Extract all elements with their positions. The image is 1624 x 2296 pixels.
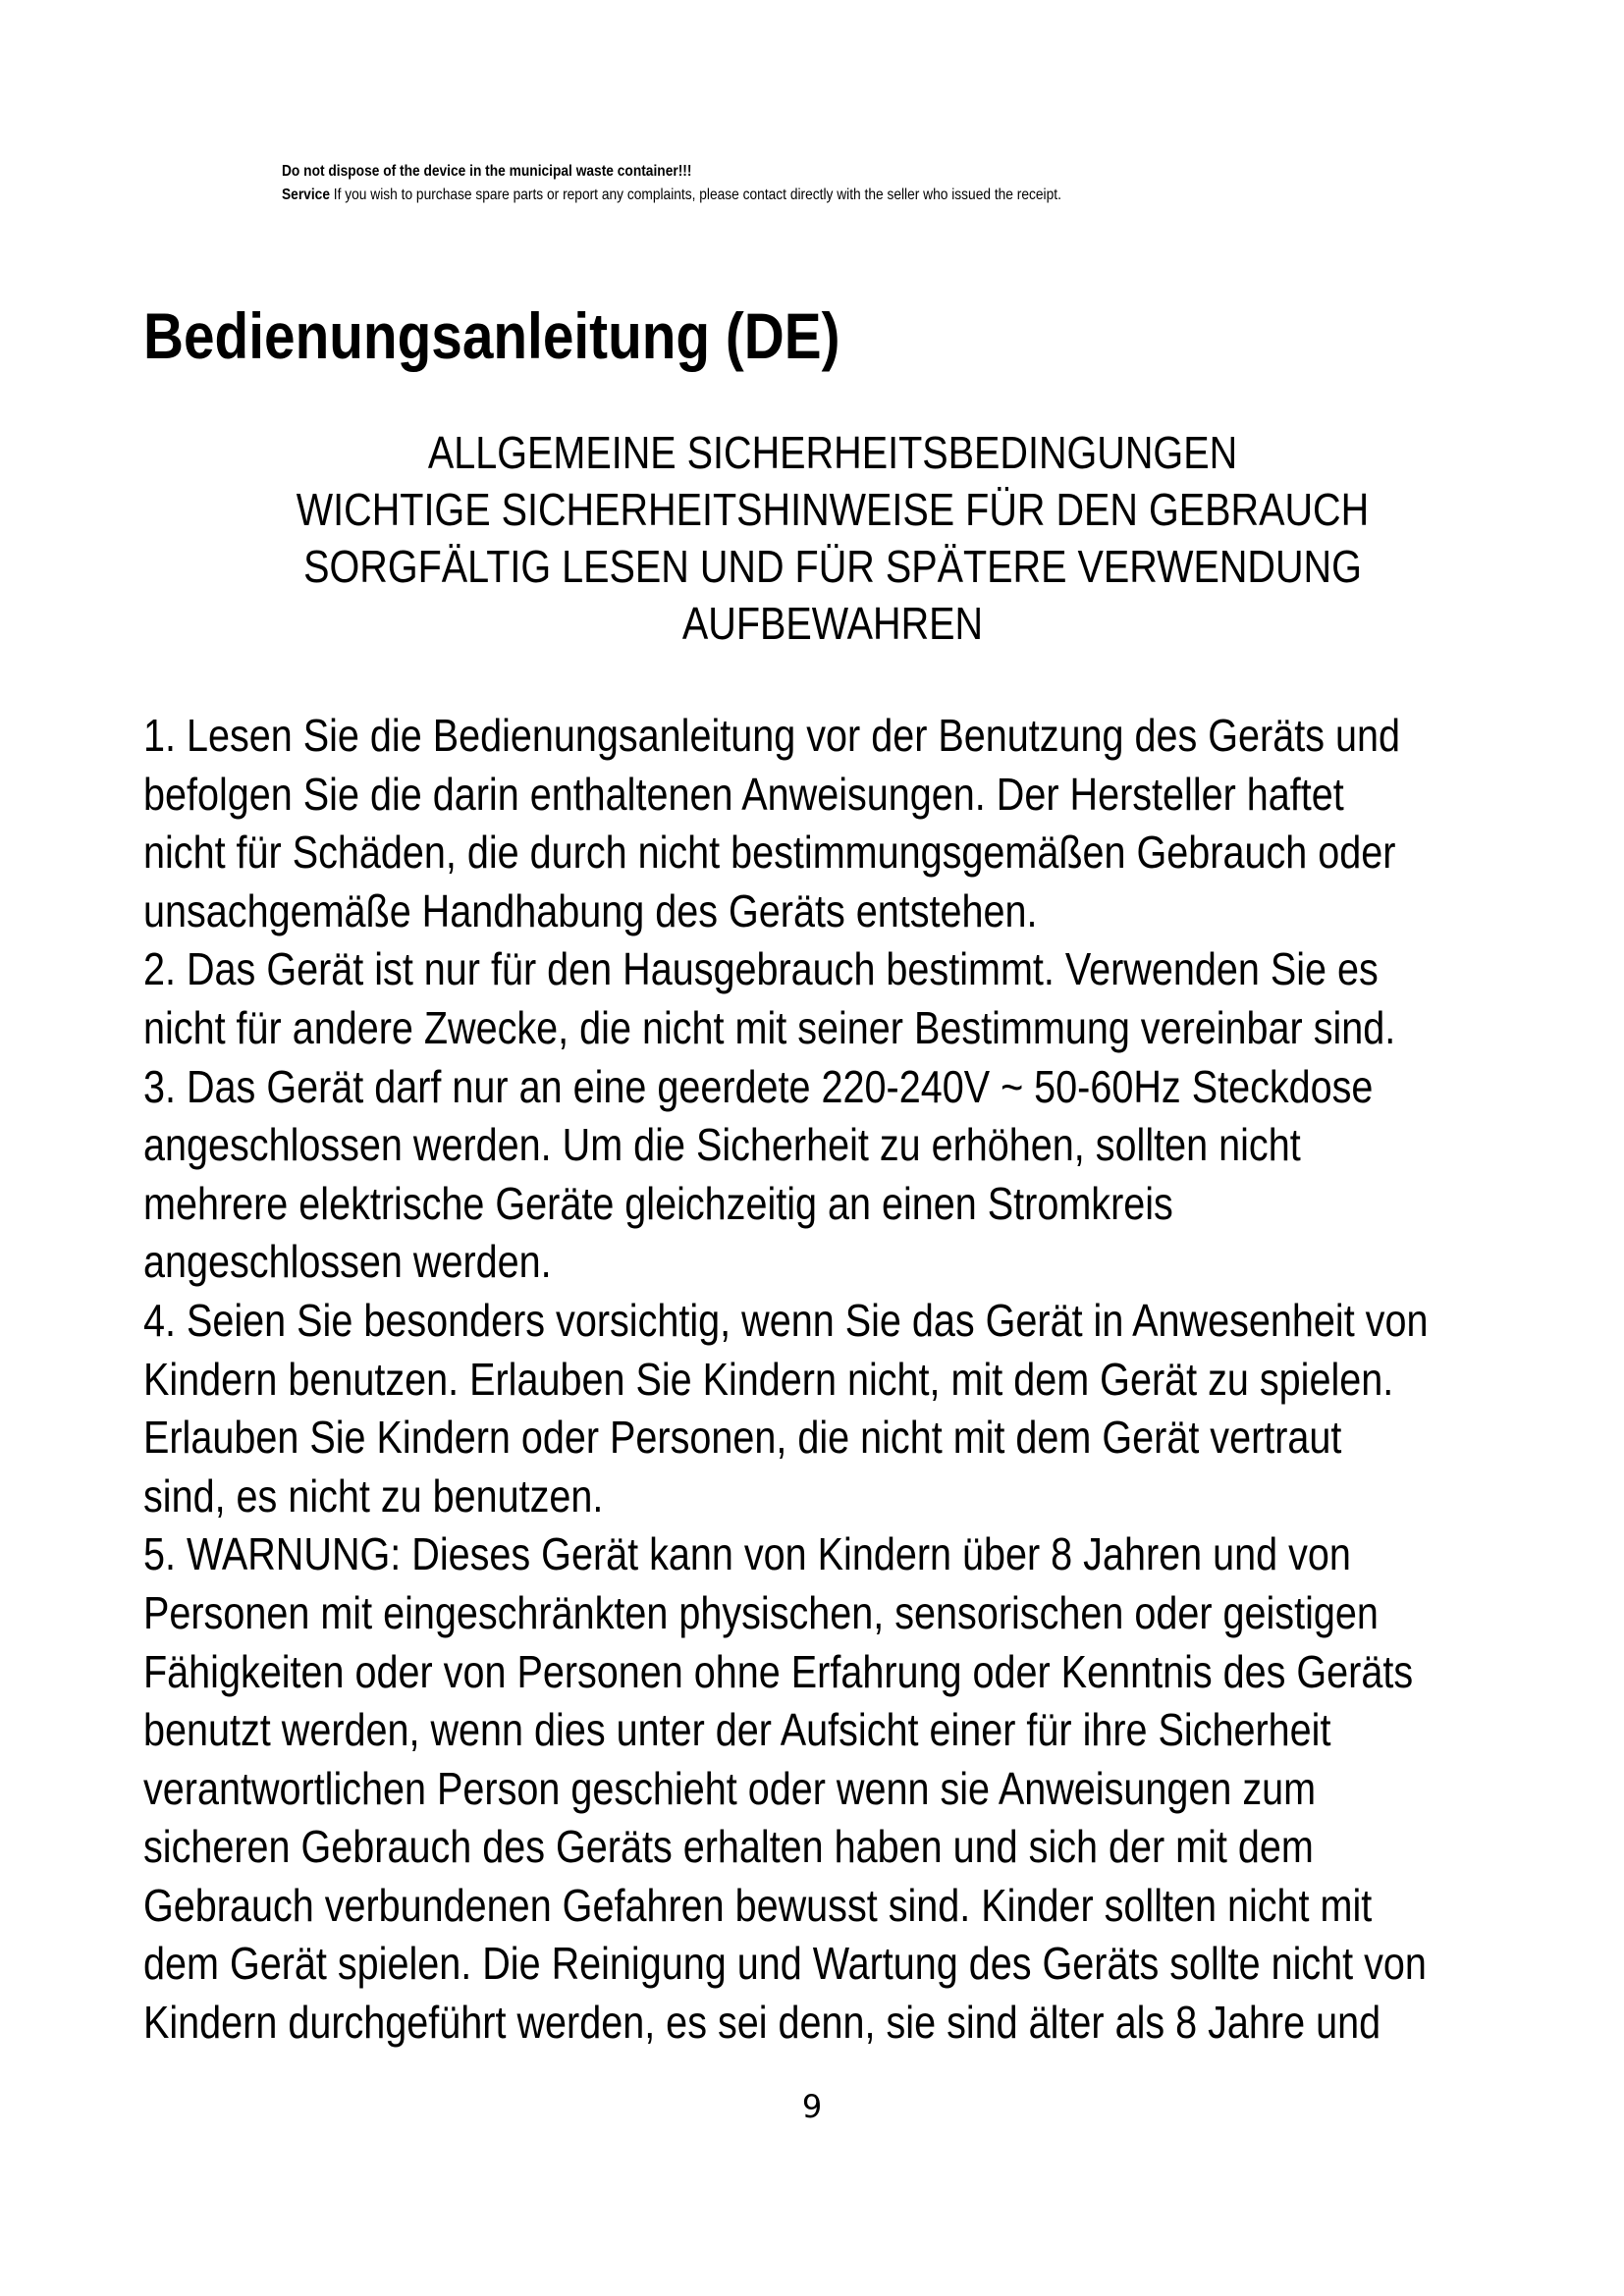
instruction-line: 5. WARNUNG: Dieses Gerät kann von Kindern über 8 Jahren und von — [143, 1528, 1351, 1580]
instruction-line: unsachgemäße Handhabung des Geräts entstehen. — [143, 884, 1038, 936]
disposal-notice — [282, 160, 1337, 184]
service-text: If you wish to purchase spare parts or report any complaints, please contact directly with the seller who issued the receipt. — [333, 187, 1061, 203]
instruction-line: 1. Lesen Sie die Bedienungsanleitung vor der Benutzung des Geräts und — [143, 710, 1401, 761]
instruction-line: angeschlossen werden. — [143, 1236, 552, 1288]
document-title: Bedienungsanleitung (DE) — [143, 299, 840, 372]
safety-header-line: SORGFÄLTIG LESEN UND FÜR SPÄTERE VERWENDUNG — [303, 541, 1362, 592]
instruction-line: Gebrauch verbundenen Gefahren bewusst sind. Kinder sollten nicht mit — [143, 1879, 1373, 1931]
instruction-line: verantwortlichen Person geschieht oder wenn sie Anweisungen zum — [143, 1762, 1317, 1814]
instruction-line: 2. Das Gerät ist nur für den Hausgebrauch bestimmt. Verwenden Sie es — [143, 943, 1379, 995]
service-label: Service — [282, 187, 330, 203]
instruction-line: befolgen Sie die darin enthaltenen Anweisungen. Der Hersteller haftet — [143, 768, 1344, 820]
instruction-line: 4. Seien Sie besonders vorsichtig, wenn Sie das Gerät in Anwesenheit von — [143, 1294, 1429, 1346]
instruction-line: Personen mit eingeschränkten physischen, sensorischen oder geistigen — [143, 1586, 1379, 1638]
instruction-line: sind, es nicht zu benutzen. — [143, 1469, 604, 1522]
instruction-line: benutzt werden, wenn dies unter der Aufsicht einer für ihre Sicherheit — [143, 1704, 1331, 1756]
instruction-line: Kindern benutzen. Erlauben Sie Kindern nicht, mit dem Gerät zu spielen. — [143, 1353, 1394, 1405]
safety-header-line: ALLGEMEINE SICHERHEITSBEDINGUNGEN — [427, 427, 1238, 478]
instruction-line: 3. Das Gerät darf nur an eine geerdete 220-240V ~ 50-60Hz Steckdose — [143, 1060, 1374, 1112]
instruction-line: mehrere elektrische Geräte gleichzeitig an einen Stromkreis — [143, 1177, 1173, 1229]
instruction-line: dem Gerät spielen. Die Reinigung und Wartung des Geräts sollte nicht von — [143, 1938, 1427, 1990]
instruction-line: sicheren Gebrauch des Geräts erhalten haben und sich der mit dem — [143, 1821, 1314, 1873]
instruction-line: Kindern durchgeführt werden, es sei denn, sie sind älter als 8 Jahre und — [143, 1997, 1381, 2049]
service-notice — [282, 184, 1337, 207]
disposal-notice-text: Do not dispose of the device in the municipal waste container!!! — [282, 163, 692, 180]
top-notes — [282, 160, 1337, 207]
instruction-line: nicht für Schäden, die durch nicht bestimmungsgemäßen Gebrauch oder — [143, 827, 1396, 879]
safety-instructions — [143, 707, 1511, 2053]
safety-header — [147, 424, 1518, 652]
instruction-line: Fähigkeiten oder von Personen ohne Erfahrung oder Kenntnis des Geräts — [143, 1645, 1414, 1697]
instruction-line: Erlauben Sie Kindern oder Personen, die nicht mit dem Gerät vertraut — [143, 1412, 1342, 1464]
safety-header-line: AUFBEWAHREN — [681, 598, 984, 649]
instruction-line: nicht für andere Zwecke, die nicht mit seiner Bestimmung vereinbar sind. — [143, 1001, 1396, 1053]
page-number: 9 — [801, 2088, 823, 2125]
instruction-line: angeschlossen werden. Um die Sicherheit zu erhöhen, sollten nicht — [143, 1119, 1301, 1171]
safety-header-line: WICHTIGE SICHERHEITSHINWEISE FÜR DEN GEBRAUCH — [296, 484, 1370, 535]
